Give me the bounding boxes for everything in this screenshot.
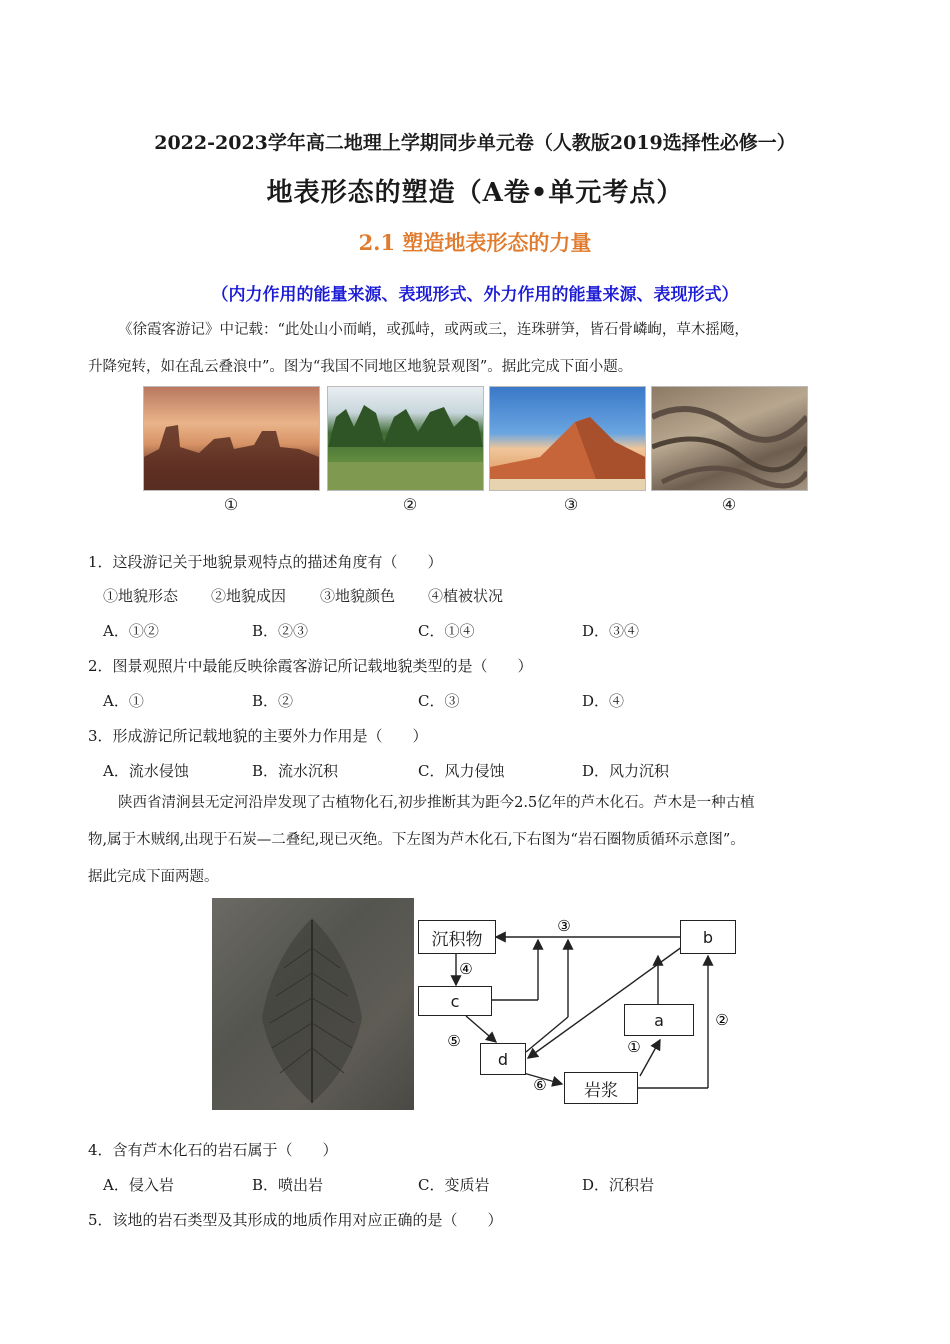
q1-option-d[interactable]: D．③④: [582, 622, 640, 640]
q2-option-a[interactable]: A．①: [103, 692, 144, 710]
box-a: a: [624, 1004, 694, 1036]
arrow-label-2: ②: [715, 1011, 729, 1029]
box-magma: 岩浆: [564, 1072, 638, 1104]
passage1-line1: 《徐霞客游记》中记载：“此处山小而峭，或孤峙，或两或三，连珠骈笋，皆石骨嶙峋，草木摇飏，: [118, 322, 749, 338]
photo-loess-gullies: [651, 386, 808, 491]
exam-title: 地表形态的塑造（A卷•单元考点）: [266, 178, 684, 208]
passage2-line1: 陕西省清涧县无定河沿岸发现了古植物化石,初步推断其为距今2.5亿年的芦木化石。芦木是一种古植: [118, 795, 755, 811]
q1-option-a[interactable]: A．①②: [103, 622, 159, 640]
q1-item-1: ①地貌形态: [103, 587, 179, 605]
photo-karst-peaks: [327, 386, 484, 491]
arrow-label-1: ①: [627, 1038, 641, 1056]
question-2-stem: 2．图景观照片中最能反映徐霞客游记所记载地貌类型的是（ ）: [88, 657, 533, 675]
arrow-label-4: ④: [459, 960, 473, 978]
q2-option-c[interactable]: C．③: [418, 692, 460, 710]
arrow-label-3: ③: [557, 917, 571, 935]
section-title: 2.1 塑造地表形态的力量: [358, 230, 592, 255]
passage1-line2: 升降宛转，如在乱云叠浪中”。图为“我国不同地区地貌景观图”。据此完成下面小题。: [88, 359, 633, 375]
photo-label-2: ②: [402, 495, 418, 514]
q1-option-c[interactable]: C．①④: [418, 622, 475, 640]
photo-sand-dune: [489, 386, 646, 491]
q1-option-b[interactable]: B．②③: [252, 622, 309, 640]
arrow-label-5: ⑤: [447, 1032, 461, 1050]
q1-item-4: ④植被状况: [428, 587, 504, 605]
q4-option-b[interactable]: B．喷出岩: [252, 1176, 324, 1194]
q3-option-d[interactable]: D．风力沉积: [582, 762, 670, 780]
question-4-stem: 4．含有芦木化石的岩石属于（ ）: [88, 1141, 338, 1159]
q3-option-a[interactable]: A．流水侵蚀: [103, 762, 189, 780]
photo-label-3: ③: [563, 495, 579, 514]
q4-option-a[interactable]: A．侵入岩: [103, 1176, 174, 1194]
exam-subtitle: 2022-2023学年高二地理上学期同步单元卷（人教版2019选择性必修一）: [154, 132, 796, 154]
photo-wind-eroded-landform: [143, 386, 320, 491]
rock-cycle-diagram: [416, 912, 742, 1107]
q2-option-d[interactable]: D．④: [582, 692, 625, 710]
section-topics: （内力作用的能量来源、表现形式、外力作用的能量来源、表现形式）: [211, 285, 739, 305]
q1-item-3: ③地貌颜色: [320, 587, 396, 605]
photo-label-4: ④: [721, 495, 737, 514]
box-d: d: [480, 1043, 526, 1075]
q3-option-c[interactable]: C．风力侵蚀: [418, 762, 505, 780]
box-b: b: [680, 920, 736, 954]
q4-option-d[interactable]: D．沉积岩: [582, 1176, 655, 1194]
q4-option-c[interactable]: C．变质岩: [418, 1176, 490, 1194]
question-3-stem: 3．形成游记所记载地貌的主要外力作用是（ ）: [88, 727, 428, 745]
photo-label-1: ①: [223, 495, 239, 514]
passage2-line2: 物,属于木贼纲,出现于石炭—二叠纪,现已灭绝。下左图为芦木化石,下右图为“岩石圈物质循环示意图”。: [88, 832, 745, 848]
q3-option-b[interactable]: B．流水沉积: [252, 762, 339, 780]
passage2-line3: 据此完成下面两题。: [88, 869, 219, 885]
question-1-stem: 1．这段游记关于地貌景观特点的描述角度有（ ）: [88, 553, 443, 571]
box-sediment: 沉积物: [418, 920, 496, 954]
question-5-stem: 5．该地的岩石类型及其形成的地质作用对应正确的是（ ）: [88, 1211, 503, 1229]
box-c: c: [418, 986, 492, 1016]
q1-item-2: ②地貌成因: [211, 587, 287, 605]
calamites-fossil-photo: [212, 898, 414, 1110]
q2-option-b[interactable]: B．②: [252, 692, 294, 710]
arrow-label-6: ⑥: [533, 1076, 547, 1094]
